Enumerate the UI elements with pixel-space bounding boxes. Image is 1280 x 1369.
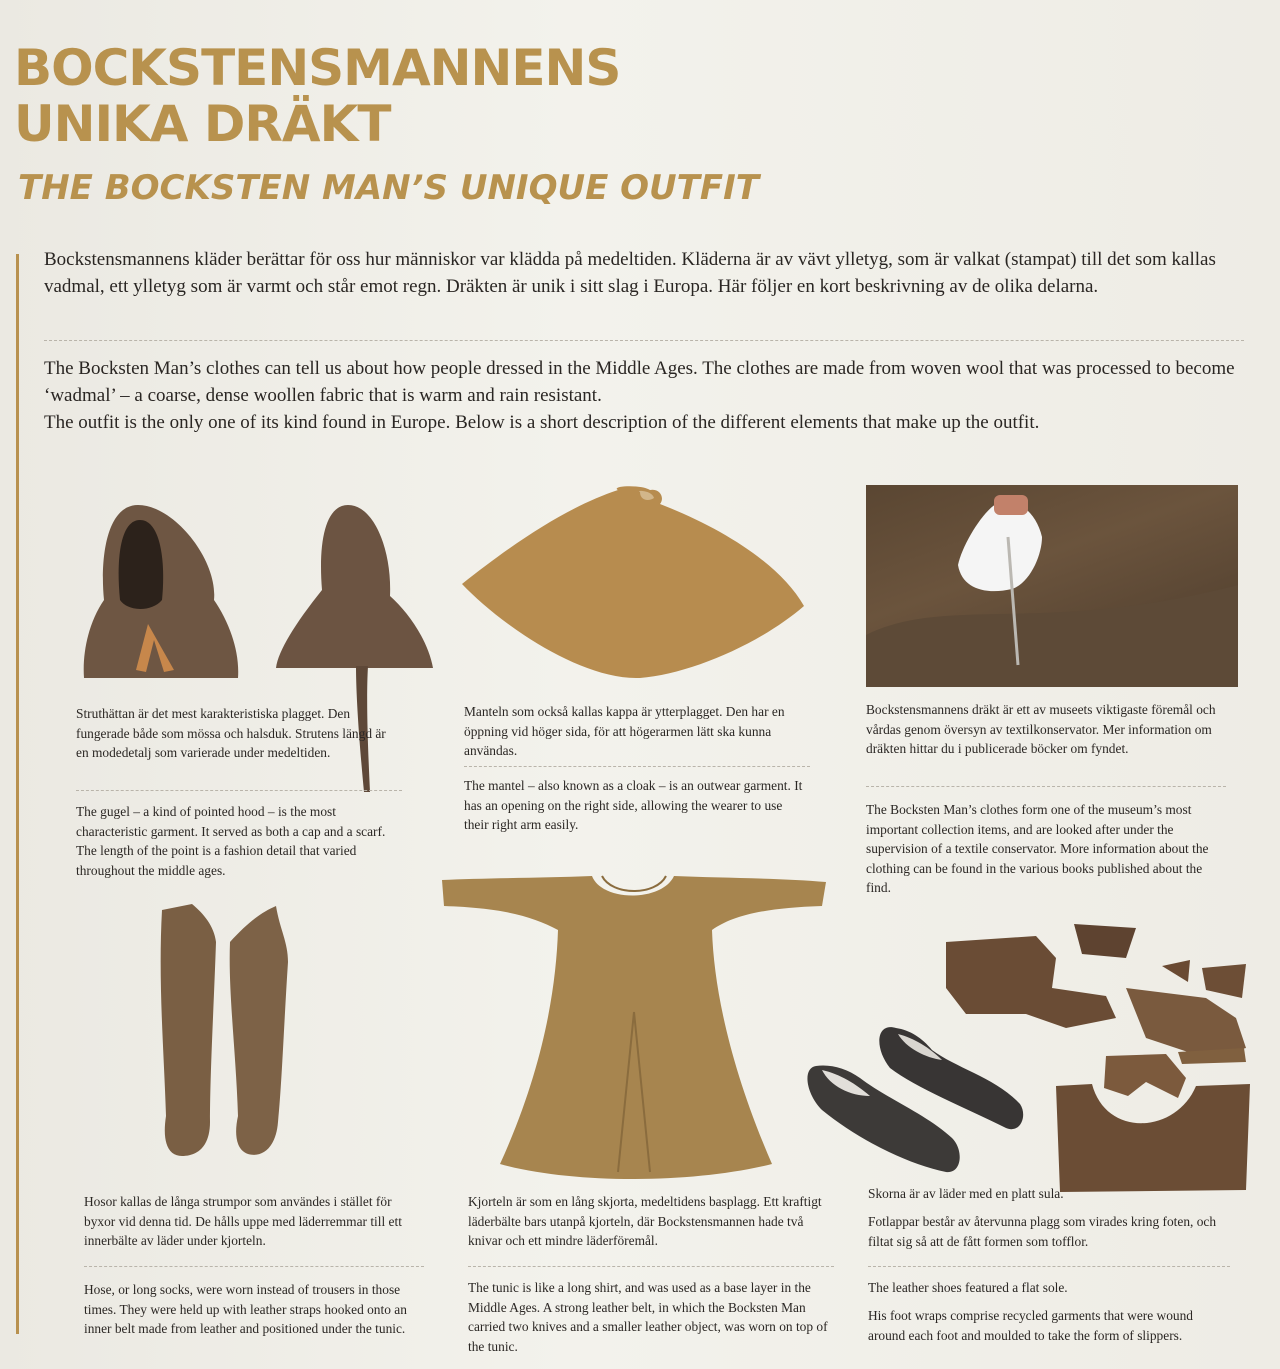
shoes-caption-english-1: The leather shoes featured a flat sole. — [868, 1280, 1068, 1295]
mantle-caption-swedish: Manteln som också kallas kappa är ytterplagget. Den har en öppning vid höger sida, för att högerarmen lätt ska kunna användas. — [464, 704, 785, 758]
intro-swedish: Bockstensmannens kläder berättar för oss hur människor var klädda på medeltiden. Kläderna är av vävt ylletyg, som är valkat (stampat) till det som kallas vadmal, ett ylletyg som är varmt och står emot regn. Dräkten är unik i sitt slag i Europa. Här följer en kort beskrivning av de olika delarna. — [44, 249, 1216, 297]
panel-title-swedish — [14, 40, 620, 152]
title-line-1: BOCKSTENSMANNENS — [14, 39, 621, 97]
mantle-image — [460, 484, 806, 680]
care-caption-swedish: Bockstensmannens dräkt är ett av museets viktigaste föremål och vårdas genom översyn av textilkonservator. Mer information om dräkten hittar du i publicerade böcker om fyndet. — [866, 702, 1216, 756]
panel-title-english: THE BOCKSTEN MAN’S UNIQUE OUTFIT — [18, 168, 759, 208]
footwraps-caption-swedish: Fotlappar består av återvunna plagg som virades kring foten, och filtat sig så att de fått formen som tofflor. — [868, 1214, 1217, 1249]
intro-english-line-2: The outfit is the only one of its kind found in Europe. Below is a short description of the different elements that make up the outfit. — [44, 412, 1040, 433]
intro-english — [44, 355, 1244, 436]
hose-right-icon — [230, 906, 288, 1155]
care-caption-english: The Bocksten Man’s clothes form one of the museum’s most important collection items, and are looked after under the supervision of a textile conservator. More information about the clothing can be found in the various books published about the find. — [866, 802, 1209, 895]
tunic-icon — [442, 876, 826, 1179]
divider — [468, 1266, 834, 1267]
cloak-icon — [462, 486, 804, 678]
mantle-caption-english: The mantel – also known as a cloak – is an outwear garment. It has an opening on the right side, allowing the wearer to use their right arm easily. — [464, 778, 803, 832]
shoes-caption-swedish-1: Skorna är av läder med en platt sula. — [868, 1186, 1064, 1201]
intro-english-line-1: The Bocksten Man’s clothes can tell us about how people dressed in the Middle Ages. The clothes are made from woven wool that was processed to become ‘wadmal’ – a coarse, dense woollen fabric that is warm and rain resistant. — [44, 358, 1235, 406]
divider — [84, 1266, 424, 1267]
tunic-image — [442, 872, 828, 1184]
footwraps-caption-english: His foot wraps comprise recycled garments that were wound around each foot and moulded to take the form of slippers. — [868, 1308, 1193, 1343]
hose-caption-english: Hose, or long socks, were worn instead of trousers in those times. They were held up with leather straps hooked onto an inner belt made from leather and positioned under the tunic. — [84, 1282, 407, 1336]
divider — [868, 1266, 1230, 1267]
shoes-and-footwraps-image — [806, 918, 1254, 1196]
title-line-2: UNIKA DRÄKT — [14, 95, 391, 153]
tunic-caption-english: The tunic is like a long shirt, and was used as a base layer in the Middle Ages. A strong leather belt, in which the Bocksten Man carried two knives and a smaller leather object, was worn on top of the tunic. — [468, 1280, 828, 1354]
gloved-hand-icon — [866, 485, 1238, 687]
tunic-caption-swedish: Kjorteln är som en lång skjorta, medeltidens basplagg. Ett kraftigt läderbälte bars utanpå kjorteln, där Bockstensmannen hade två knivar och ett mindre läderföremål. — [468, 1194, 822, 1248]
divider — [76, 790, 402, 791]
hose-left-icon — [161, 904, 216, 1156]
divider — [866, 786, 1226, 787]
hood-front-icon — [84, 505, 239, 678]
divider — [44, 340, 1244, 341]
hose-image — [152, 902, 294, 1160]
accent-rule — [16, 254, 19, 1334]
footwrap-pieces-icon — [946, 924, 1250, 1192]
gugel-caption-swedish: Struthättan är det mest karakteristiska plagget. Den fungerade både som mössa och halsduk. Strutens längd är en modedetalj som varierade under medeltiden. — [76, 706, 386, 760]
conservator-photo — [866, 485, 1238, 687]
hose-caption-swedish: Hosor kallas de långa strumpor som användes i stället för byxor vid denna tid. De hålls uppe med läderremmar till ett innerbälte av läder under kjorteln. — [84, 1194, 402, 1248]
gugel-caption-english: The gugel – a kind of pointed hood – is the most characteristic garment. It served as both a cap and a scarf. The length of the point is a fashion detail that varied throughout the middle ages. — [76, 804, 386, 878]
divider — [464, 766, 810, 767]
